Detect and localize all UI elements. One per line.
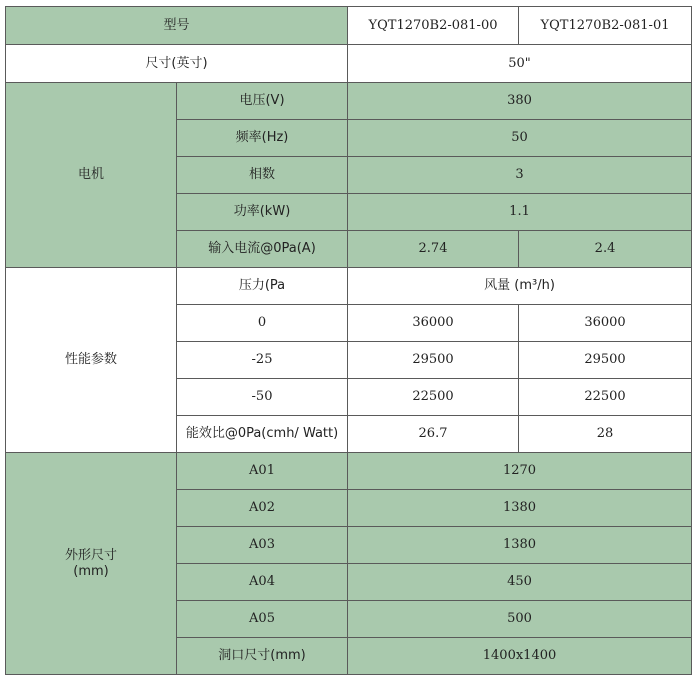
power-label: 功率(kW): [177, 194, 348, 231]
airflow-value-a: 22500: [348, 379, 519, 416]
efficiency-value-a: 26.7: [348, 416, 519, 453]
pressure-value: -50: [177, 379, 348, 416]
opening-label: 洞口尺寸(mm): [177, 638, 348, 675]
model-a: YQT1270B2-081-00: [348, 7, 519, 45]
dimension-value: 1380: [348, 490, 692, 527]
airflow-value-a: 29500: [348, 342, 519, 379]
pressure-header: 压力(Pa: [177, 268, 348, 305]
pressure-value: -25: [177, 342, 348, 379]
motor-group-label: 电机: [6, 83, 177, 268]
table-row: [6, 83, 692, 120]
airflow-header: 风量 (m³/h): [348, 268, 692, 305]
dimension-label: A04: [177, 564, 348, 601]
dimensions-group-title: 外形尺寸: [64, 547, 117, 563]
size-value: 50": [348, 45, 692, 83]
airflow-value-a: 36000: [348, 305, 519, 342]
dimension-label: A02: [177, 490, 348, 527]
dimensions-group-label: [6, 453, 177, 675]
efficiency-value-b: 28: [519, 416, 692, 453]
table-row: [6, 453, 692, 490]
dimension-value: 1270: [348, 453, 692, 490]
opening-value: 1400x1400: [348, 638, 692, 675]
spec-table: [5, 6, 692, 675]
pressure-value: 0: [177, 305, 348, 342]
model-b: YQT1270B2-081-01: [519, 7, 692, 45]
voltage-value: 380: [348, 83, 692, 120]
frequency-label: 频率(Hz): [177, 120, 348, 157]
phase-label: 相数: [177, 157, 348, 194]
efficiency-label: 能效比@0Pa(cmh/ Watt): [177, 416, 348, 453]
voltage-label: 电压(V): [177, 83, 348, 120]
dimension-value: 500: [348, 601, 692, 638]
dimension-label: A01: [177, 453, 348, 490]
dimension-label: A03: [177, 527, 348, 564]
airflow-value-b: 22500: [519, 379, 692, 416]
dimension-label: A05: [177, 601, 348, 638]
frequency-value: 50: [348, 120, 692, 157]
current-value-a: 2.74: [348, 231, 519, 268]
airflow-value-b: 29500: [519, 342, 692, 379]
current-label: 输入电流@0Pa(A): [177, 231, 348, 268]
table-row: [6, 268, 692, 305]
power-value: 1.1: [348, 194, 692, 231]
airflow-value-b: 36000: [519, 305, 692, 342]
performance-group-label: 性能参数: [6, 268, 177, 453]
dimensions-group-unit: (mm): [73, 563, 109, 579]
phase-value: 3: [348, 157, 692, 194]
header-row: [6, 7, 692, 45]
size-label: 尺寸(英寸): [6, 45, 348, 83]
dimension-value: 1380: [348, 527, 692, 564]
size-row: [6, 45, 692, 83]
current-value-b: 2.4: [519, 231, 692, 268]
model-label: 型号: [6, 7, 348, 45]
dimension-value: 450: [348, 564, 692, 601]
